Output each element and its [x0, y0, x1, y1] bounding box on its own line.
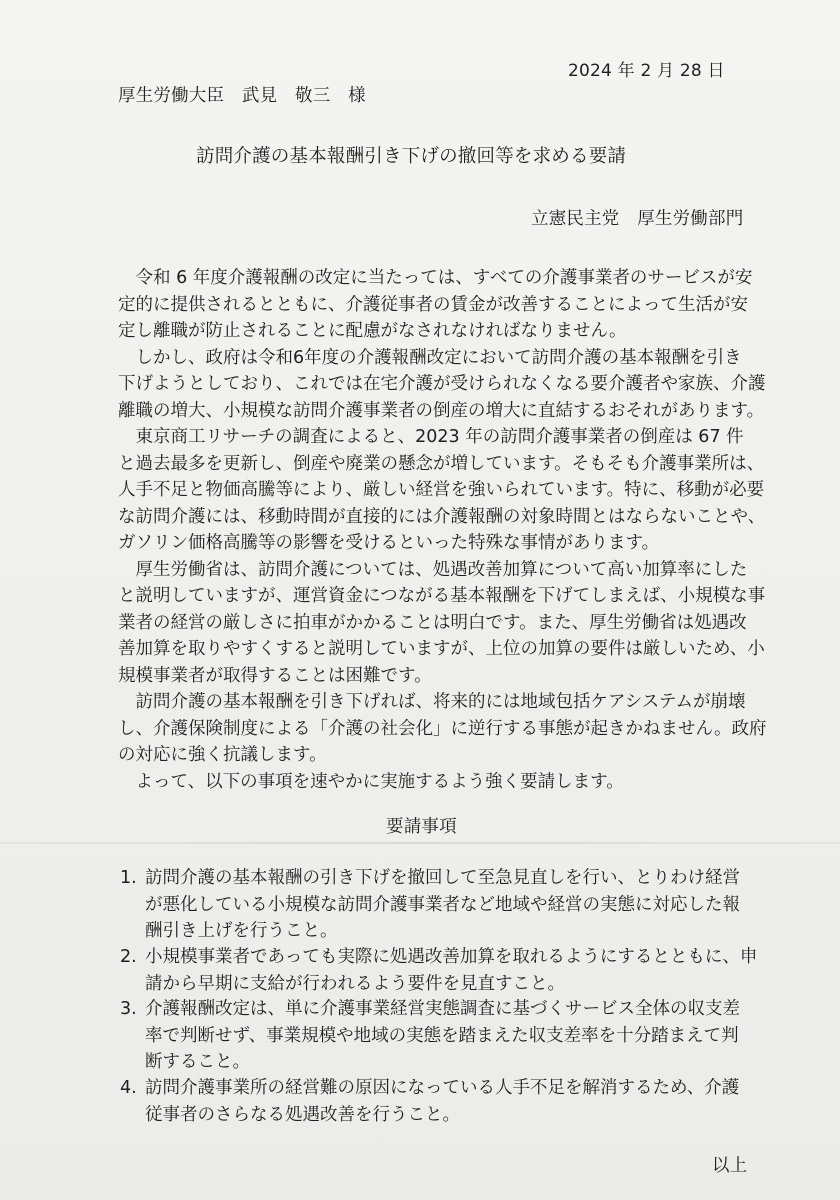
request-line: 率で判断せず、事業規模や地域の実態を踏まえた収支差率を十分踏まえて判	[145, 1025, 739, 1046]
body-line: と説明していますが、運営資金につながる基本報酬を下げてしまえば、小規模な事	[118, 586, 766, 606]
body-line: ガソリン価格高騰等の影響を受けるといった特殊な事情があります。	[118, 533, 660, 553]
request-line: 酬引き上げを行うこと。	[145, 921, 338, 941]
request-line: 介護報酬改定は、単に介護事業経営実態調査に基づくサービス全体の収支差	[145, 999, 740, 1019]
body-line: 人手不足と物価高騰等により、厳しい経営を強いられています。特に、移動が必要	[118, 480, 765, 500]
body-line: 下げようとしており、これでは在宅介護が受けられなくなる要介護者や家族、介護	[118, 374, 766, 394]
request-item-2	[120, 944, 770, 997]
body-line: 離職の増大、小規模な訪問介護事業者の倒産の増大に直結するおそれがあります。	[118, 400, 765, 421]
requests-heading: 要請事項	[386, 817, 457, 837]
request-number: 1.	[120, 868, 137, 888]
body-line: 業者の経営の厳しさに拍車がかかることは明白です。また、厚生労働省は処遇改	[118, 612, 747, 633]
request-item-3	[120, 996, 770, 1076]
body-line: の対応に強く抗議します。	[118, 745, 327, 765]
request-number: 4.	[120, 1078, 137, 1098]
request-number: 3.	[120, 999, 137, 1019]
body-line: よって、以下の事項を速やかに実施するよう強く要請します。	[118, 771, 624, 792]
request-line: が悪化している小規模な訪問介護事業者など地域や経営の実態に対応した報	[145, 894, 740, 915]
body-line: 訪問介護の基本報酬を引き下げれば、将来的には地域包括ケアシステムが崩壊	[118, 692, 746, 712]
paper-fold-crease	[0, 842, 840, 844]
request-line: 従事者のさらなる処遇改善を行うこと。	[145, 1104, 460, 1125]
document-date: 2024 年 2 月 28 日	[568, 61, 725, 81]
body-line: 規模事業者が取得することは困難です。	[118, 665, 432, 686]
request-line: 小規模事業者であっても実際に処遇改善加算を取れるようにするとともに、申	[145, 947, 758, 967]
request-item-4	[120, 1075, 770, 1128]
body-line: 定し離職が防止されることに配慮がなされなければなりません。	[118, 321, 627, 341]
body-line: 善加算を取りやすくすると説明していますが、上位の加算の要件は厳しいため、小	[118, 639, 765, 659]
body-line: な訪問介護には、移動時間が直接的には介護報酬の対象時間とはならないことや、	[118, 506, 766, 527]
body-line: 東京商工リサーチの調査によると、2023 年の訪問介護事業者の倒産は 67 件	[118, 427, 744, 447]
request-number: 2.	[120, 947, 137, 967]
body-line: し、介護保険制度による「介護の社会化」に逆行する事態が起きかねません。政府	[118, 718, 767, 739]
addressee: 厚生労働大臣 武見 敬三 様	[118, 86, 366, 106]
closing-mark: 以上	[712, 1156, 748, 1176]
request-line: 訪問介護事業所の経営難の原因になっている人手不足を解消するため、介護	[145, 1078, 740, 1098]
body-line: 令和 6 年度介護報酬の改定に当たっては、すべての介護事業者のサービスが安	[118, 268, 753, 288]
request-item-1	[120, 865, 770, 945]
request-line: 請から早期に支給が行われるよう要件を見直すこと。	[145, 973, 565, 994]
document-title: 訪問介護の基本報酬引き下げの撤回等を求める要請	[196, 146, 627, 167]
request-line: 訪問介護の基本報酬の引き下げを撤回して至急見直しを行い、とりわけ経営	[145, 868, 740, 888]
body-line: 定的に提供されるとともに、介護従事者の賃金が改善することによって生活が安	[118, 294, 748, 315]
body-line: 厚生労働省は、訪問介護については、処遇改善加算について高い加算率にした	[118, 559, 748, 580]
body-text	[118, 265, 767, 795]
sender: 立憲民主党 厚生労働部門	[531, 209, 744, 229]
body-line: しかし、政府は令和6年度の介護報酬改定において訪問介護の基本報酬を引き	[118, 347, 742, 368]
request-line: 断すること。	[145, 1052, 250, 1072]
body-line: と過去最多を更新し、倒産や廃業の懸念が増しています。そもそも介護事業所は、	[118, 453, 765, 474]
